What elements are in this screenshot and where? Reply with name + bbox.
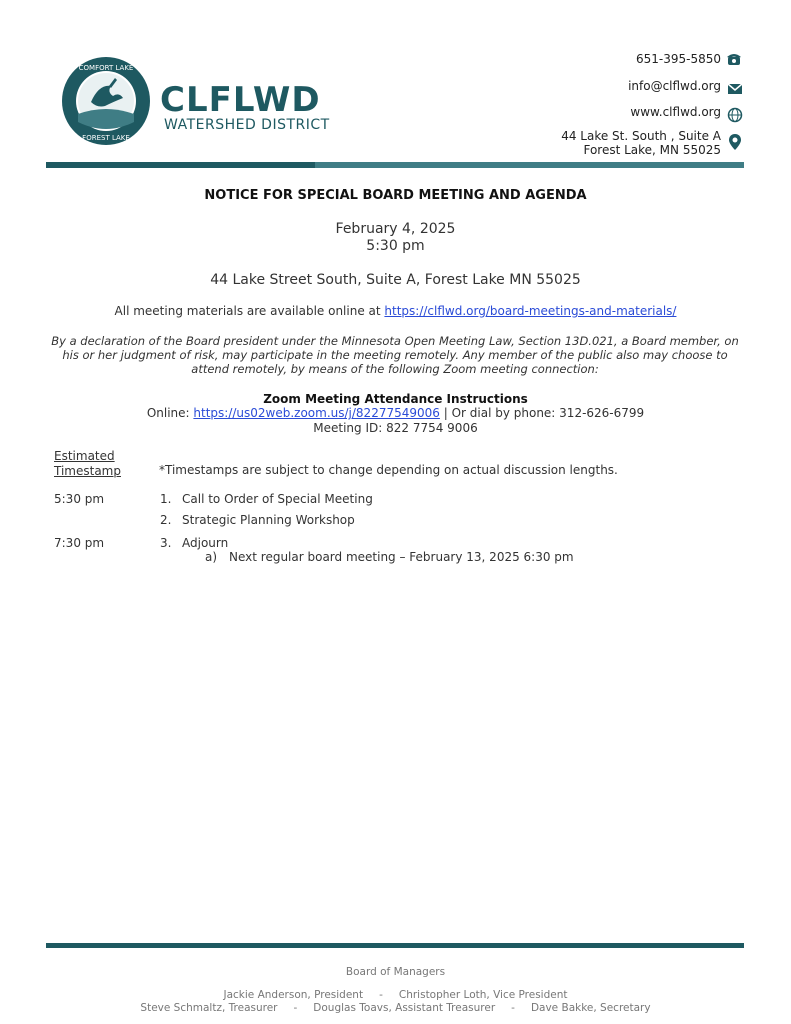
- agenda-item-3-time: 7:30 pm: [54, 536, 105, 550]
- board-heading: Board of Managers: [345, 966, 446, 978]
- board-row-1: [0, 989, 791, 1001]
- phone-icon: [726, 51, 742, 67]
- zoom-online-prefix: Online:: [146, 406, 194, 420]
- board-separator: -: [379, 989, 383, 1001]
- meeting-time: 5:30 pm: [366, 238, 425, 254]
- agenda-subitem-text: Next regular board meeting – February 13, 2025 6:30 pm: [229, 550, 574, 564]
- agenda-item-3-number: 3.: [160, 536, 172, 550]
- meeting-location: 44 Lake Street South, Suite A, Forest Lake MN 55025: [210, 272, 581, 288]
- board-member-treasurer: Steve Schmaltz, Treasurer: [140, 1002, 278, 1014]
- materials-prefix: All meeting materials are available online at: [114, 304, 385, 318]
- header-divider-accent: [315, 162, 744, 168]
- zoom-dial-text: | Or dial by phone: 312-626-6799: [439, 406, 645, 420]
- district-logo: [61, 56, 151, 146]
- logo-ring-top: COMFORT LAKE: [78, 64, 134, 72]
- contact-email[interactable]: info@clflwd.org: [628, 79, 721, 93]
- agenda-subitem-letter: a): [205, 550, 218, 564]
- timestamp-header-line-2: Timestamp: [54, 464, 121, 478]
- timestamp-column-header: [54, 449, 121, 479]
- agenda-item-1-time: 5:30 pm: [54, 492, 105, 506]
- zoom-meeting-id: Meeting ID: 822 7754 9006: [313, 421, 478, 435]
- zoom-heading: Zoom Meeting Attendance Instructions: [263, 392, 528, 406]
- brand-subtitle: WATERSHED DISTRICT: [164, 117, 330, 133]
- board-member-secretary: Dave Bakke, Secretary: [530, 1002, 651, 1014]
- timestamp-header-line-1: Estimated: [54, 449, 115, 463]
- board-separator: -: [293, 1002, 298, 1014]
- board-member-vice-president: Christopher Loth, Vice President: [398, 989, 568, 1001]
- notice-title: NOTICE FOR SPECIAL BOARD MEETING AND AGENDA: [204, 188, 587, 203]
- brand-name: CLFLWD: [160, 80, 321, 120]
- remote-declaration: By a declaration of the Board president under the Minnesota Open Meeting Law, Section 13D.021, a Board member, on his or her judgment of risk, may participate in the meeting remotely. Any member of the public also may choose to attend remotely, by means of the following Zoom meeting connection:: [51, 334, 739, 376]
- board-member-president: Jackie Anderson, President: [223, 989, 364, 1001]
- address-line-1: 44 Lake St. South , Suite A: [561, 129, 721, 143]
- board-separator: -: [511, 1002, 515, 1014]
- map-pin-icon: [727, 133, 743, 151]
- board-row-2: [0, 1002, 791, 1014]
- materials-link[interactable]: https://clflwd.org/board-meetings-and-materials/: [384, 304, 677, 318]
- materials-line: [0, 304, 791, 318]
- zoom-online-line: [0, 406, 791, 420]
- agenda-item-1-text: Call to Order of Special Meeting: [182, 492, 373, 506]
- meeting-date: February 4, 2025: [335, 221, 456, 237]
- mail-icon: [727, 81, 743, 97]
- contact-address: [561, 129, 721, 157]
- address-line-2: Forest Lake, MN 55025: [583, 143, 721, 157]
- footer-divider: [46, 943, 744, 948]
- agenda-item-1-number: 1.: [160, 492, 172, 506]
- contact-phone: 651-395-5850: [635, 52, 721, 66]
- logo-ring-bottom: FOREST LAKE: [82, 134, 130, 142]
- agenda-item-2-number: 2.: [160, 513, 172, 527]
- zoom-link[interactable]: https://us02web.zoom.us/j/82277549006: [193, 406, 440, 420]
- globe-icon: [727, 107, 743, 123]
- timestamp-note: *Timestamps are subject to change depending on actual discussion lengths.: [159, 463, 618, 477]
- board-member-assistant-treasurer: Douglas Toavs, Assistant Treasurer: [313, 1002, 496, 1014]
- agenda-item-2-text: Strategic Planning Workshop: [182, 513, 355, 527]
- agenda-item-3-text: Adjourn: [182, 536, 229, 550]
- contact-website[interactable]: www.clflwd.org: [630, 105, 721, 119]
